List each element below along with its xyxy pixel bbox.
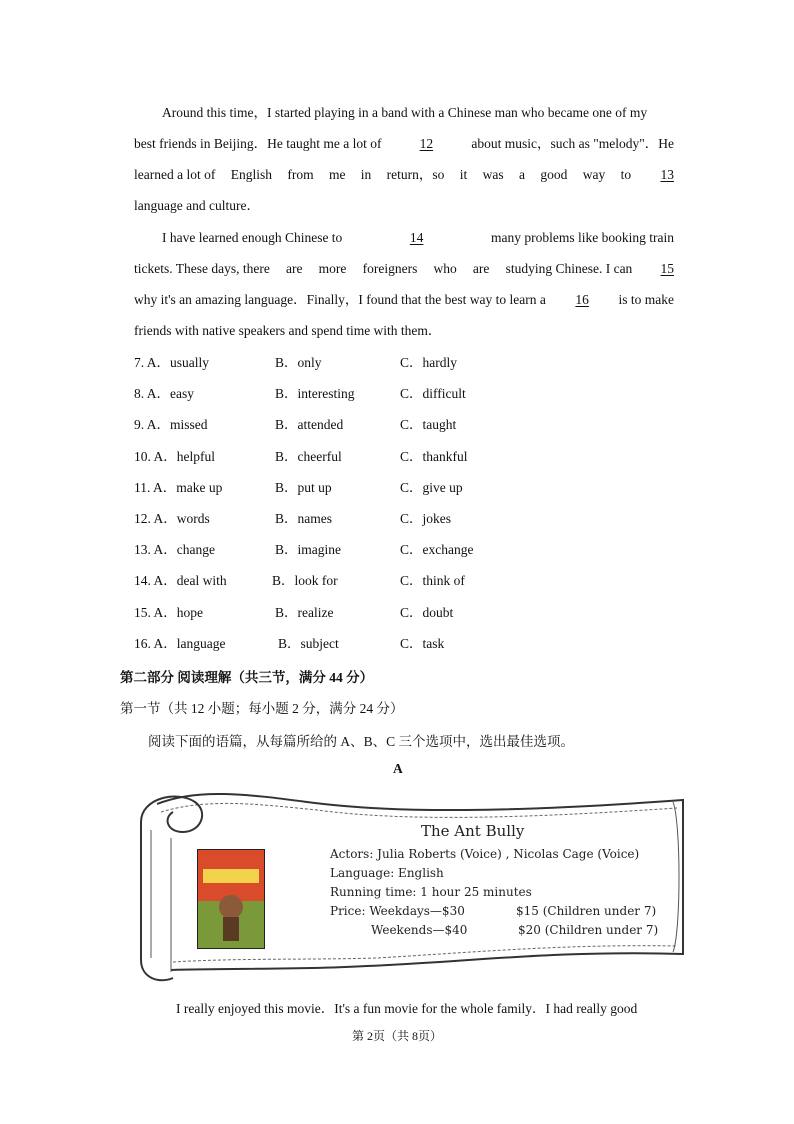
subsection-title: 第一节（共 12 小题；每小题 2 分，满分 24 分） [120, 701, 404, 716]
answer-options [134, 347, 554, 659]
text-line: tickets. These days, there are more foreigners who are studying Chinese. I can 15 [134, 253, 674, 284]
option-row-11: 11. A．make up B．put up C．give up [134, 479, 463, 495]
option-row-10: 10. A．helpful B．cheerful C．thankful [134, 448, 468, 464]
price-weekends-child: $20 (Children under 7) [518, 923, 659, 937]
option-row-16: 16. A．language B．subject C．task [134, 635, 445, 651]
price-weekdays: Price: Weekdays—$30 [330, 904, 465, 918]
paragraph-1 [134, 97, 674, 221]
option-row-14: 14. A．deal with B．look for C．think of [134, 573, 465, 589]
text-line: I have learned enough Chinese to 14 many problems like booking train [134, 222, 674, 253]
section-title: 第二部分 阅读理解（共三节，满分 44 分） [120, 670, 374, 685]
price-weekdays-child: $15 (Children under 7) [516, 904, 657, 918]
movie-title: The Ant Bully [421, 822, 525, 840]
text-line: language and culture． [134, 198, 260, 213]
option-row-13: 13. A．change B．imagine C．exchange [134, 542, 474, 558]
blank-13: 13 [660, 167, 674, 182]
blank-14: 14 [409, 230, 424, 245]
blank-16: 16 [575, 292, 589, 307]
option-row-9: 9. A．missed B．attended C．taught [134, 417, 457, 433]
movie-running-time: Running time: 1 hour 25 minutes [330, 885, 532, 899]
option-row-7: 7. A．usually B．only C．hardly [134, 355, 457, 370]
blank-12: 12 [419, 136, 434, 151]
instruction-text: 阅读下面的语篇，从每篇所给的 A、B、C 三个选项中，选出最佳选项。 [148, 734, 575, 749]
price-weekends: Weekends—$40 [371, 923, 468, 937]
movie-language: Language: English [330, 866, 444, 880]
option-row-15: 15. A．hope B．realize C．doubt [134, 604, 454, 620]
blank-15: 15 [660, 261, 674, 276]
option-row-12: 12. A．words B．names C．jokes [134, 510, 452, 526]
text-line: best friends in Beijing．He taught me a lot of 12 about music，such as "melody"．He [134, 128, 674, 159]
page-footer: 第 2页（共 8页） [351, 1029, 442, 1043]
text-line: Around this time，I started playing in a band with a Chinese man who became one of my [162, 105, 648, 120]
passage-a-text [134, 993, 674, 1024]
text-line: I really enjoyed this movie．It's a fun movie for the whole family．I had really good [176, 1001, 638, 1016]
text-line: learned a lot of English from me in return，so it was a good way to 13 [134, 159, 674, 190]
movie-poster-image [197, 849, 265, 949]
text-line: why it's an amazing language．Finally，I found that the best way to learn a 16 is to make [134, 284, 674, 315]
movie-actors: Actors: Julia Roberts (Voice) , Nicolas Cage (Voice) [330, 847, 640, 861]
passage-letter: A [393, 761, 403, 776]
text-line: friends with native speakers and spend time with them． [134, 323, 442, 338]
option-row-8: 8. A．easy B．interesting C．difficult [134, 386, 466, 402]
paragraph-2 [134, 222, 674, 346]
